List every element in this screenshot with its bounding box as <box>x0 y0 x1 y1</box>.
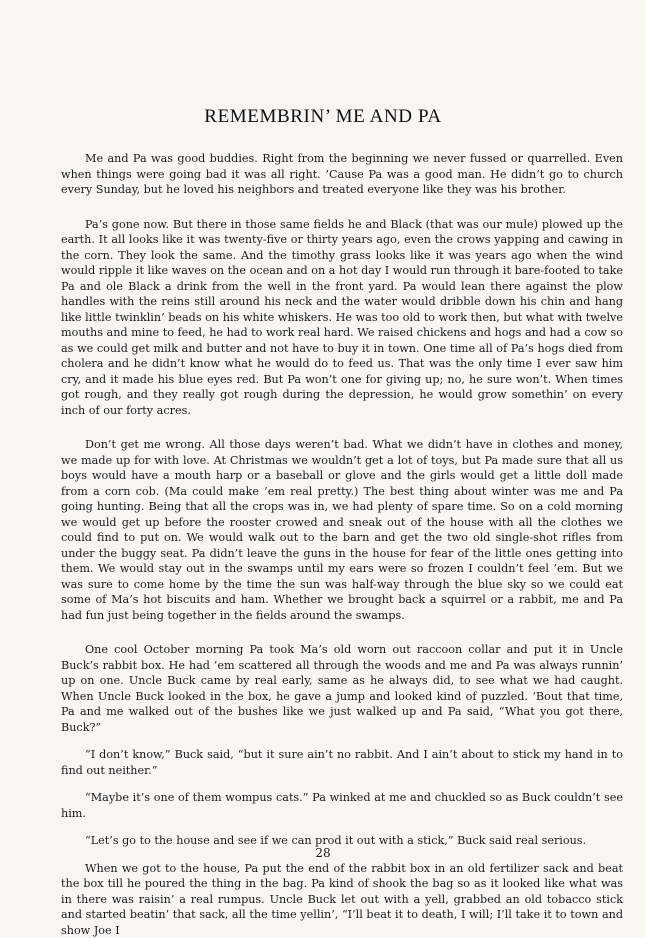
page-number: 28 <box>0 846 646 860</box>
paragraph-6: “Maybe it’s one of them wompus cats.” Pa winked at me and chuckled so as Buck couldn’t see him. <box>61 790 623 821</box>
paragraph-7: “Let’s go to the house and see if we can prod it out with a stick,” Buck said real serious. <box>61 833 623 849</box>
paragraph-2: Pa’s gone now. But there in those same fields he and Black (that was our mule) plowed up the earth. It all looks like it was twenty-five or thirty years ago, even the crows yapping and cawing in the corn. They look the same. And the timothy grass looks like it was years ago when the wind would ripple it like waves on the ocean and on a hot day I would run through it bare-footed to take Pa and ole Black a drink from the well in the front yard. Pa would lean there against the plow handles with the reins still around his neck and the water would dribble down his chin and hang like little twinklin’ beads on his white whiskers. He was too old to work then, but what with twelve mouths and mine to feed, he had to work real hard. We raised chickens and hogs and had a cow so as we could get milk and butter and not have to buy it in town. One time all of Pa’s hogs died from cholera and he didn’t know what he would do to feed us. That was the only time I ever saw him cry, and it made his blue eyes red. But Pa won’t one for giving up; no, he sure won’t. When times got rough, and they really got rough during the depression, he would grow somethin’ on every inch of our forty acres. <box>61 217 623 419</box>
page-title: REMEMBRIN’ ME AND PA <box>0 106 646 128</box>
paragraph-5: “I don’t know,” Buck said, “but it sure ain’t no rabbit. And I ain’t about to stick my hand in to find out neither.” <box>61 747 623 778</box>
story-body <box>61 151 623 938</box>
paragraph-4: One cool October morning Pa took Ma’s old worn out raccoon collar and put it in Uncle Buck’s rabbit box. He had ’em scattered all through the woods and me and Pa was always runnin’ up on one. Uncle Buck came by real early, same as he always did, to see what we had caught. When Uncle Buck looked in the box, he gave a jump and looked kind of puzzled. ‘Bout that time, Pa and me walked out of the bushes like we just walked up and Pa said, “What you got there, Buck?” <box>61 642 623 735</box>
paragraph-8: When we got to the house, Pa put the end of the rabbit box in an old fertilizer sack and beat the box till he poured the thing in the bag. Pa kind of shook the bag so as it looked like what was in there was raisin’ a real rumpus. Uncle Buck let out with a yell, grabbed an old tobacco stick and started beatin’ that sack, all the time yellin’, “I’ll beat it to death, I will; I’ll take it to town and show Joe I <box>61 861 623 938</box>
paragraph-1: Me and Pa was good buddies. Right from the beginning we never fussed or quarrelled. Even when things were going bad it was all right. ’Cause Pa was a good man. He didn’t go to church every Sunday, but he loved his neighbors and treated everyone like they was his brother. <box>61 151 623 198</box>
paragraph-3: Don’t get me wrong. All those days weren’t bad. What we didn’t have in clothes and money, we made up for with love. At Christmas we wouldn’t get a lot of toys, but Pa made sure that all us boys would have a mouth harp or a baseball or glove and the girls would get a little doll made from a corn cob. (Ma could make ’em real pretty.) The best thing about winter was me and Pa going hunting. Being that all the crops was in, we had plenty of spare time. So on a cold morning we would get up before the rooster crowed and sneak out of the house with all the clothes we could find to put on. We would walk out to the barn and get the two old single-shot rifles from under the buggy seat. Pa didn’t leave the guns in the house for fear of the little ones getting into them. We would stay out in the swamps until my ears were so frozen I couldn’t feel ’em. But we was sure to come home by the time the sun was half-way through the blue sky so we could eat some of Ma’s hot biscuits and ham. Whether we brought back a squirrel or a rabbit, me and Pa had fun just being together in the fields around the swamps. <box>61 437 623 623</box>
